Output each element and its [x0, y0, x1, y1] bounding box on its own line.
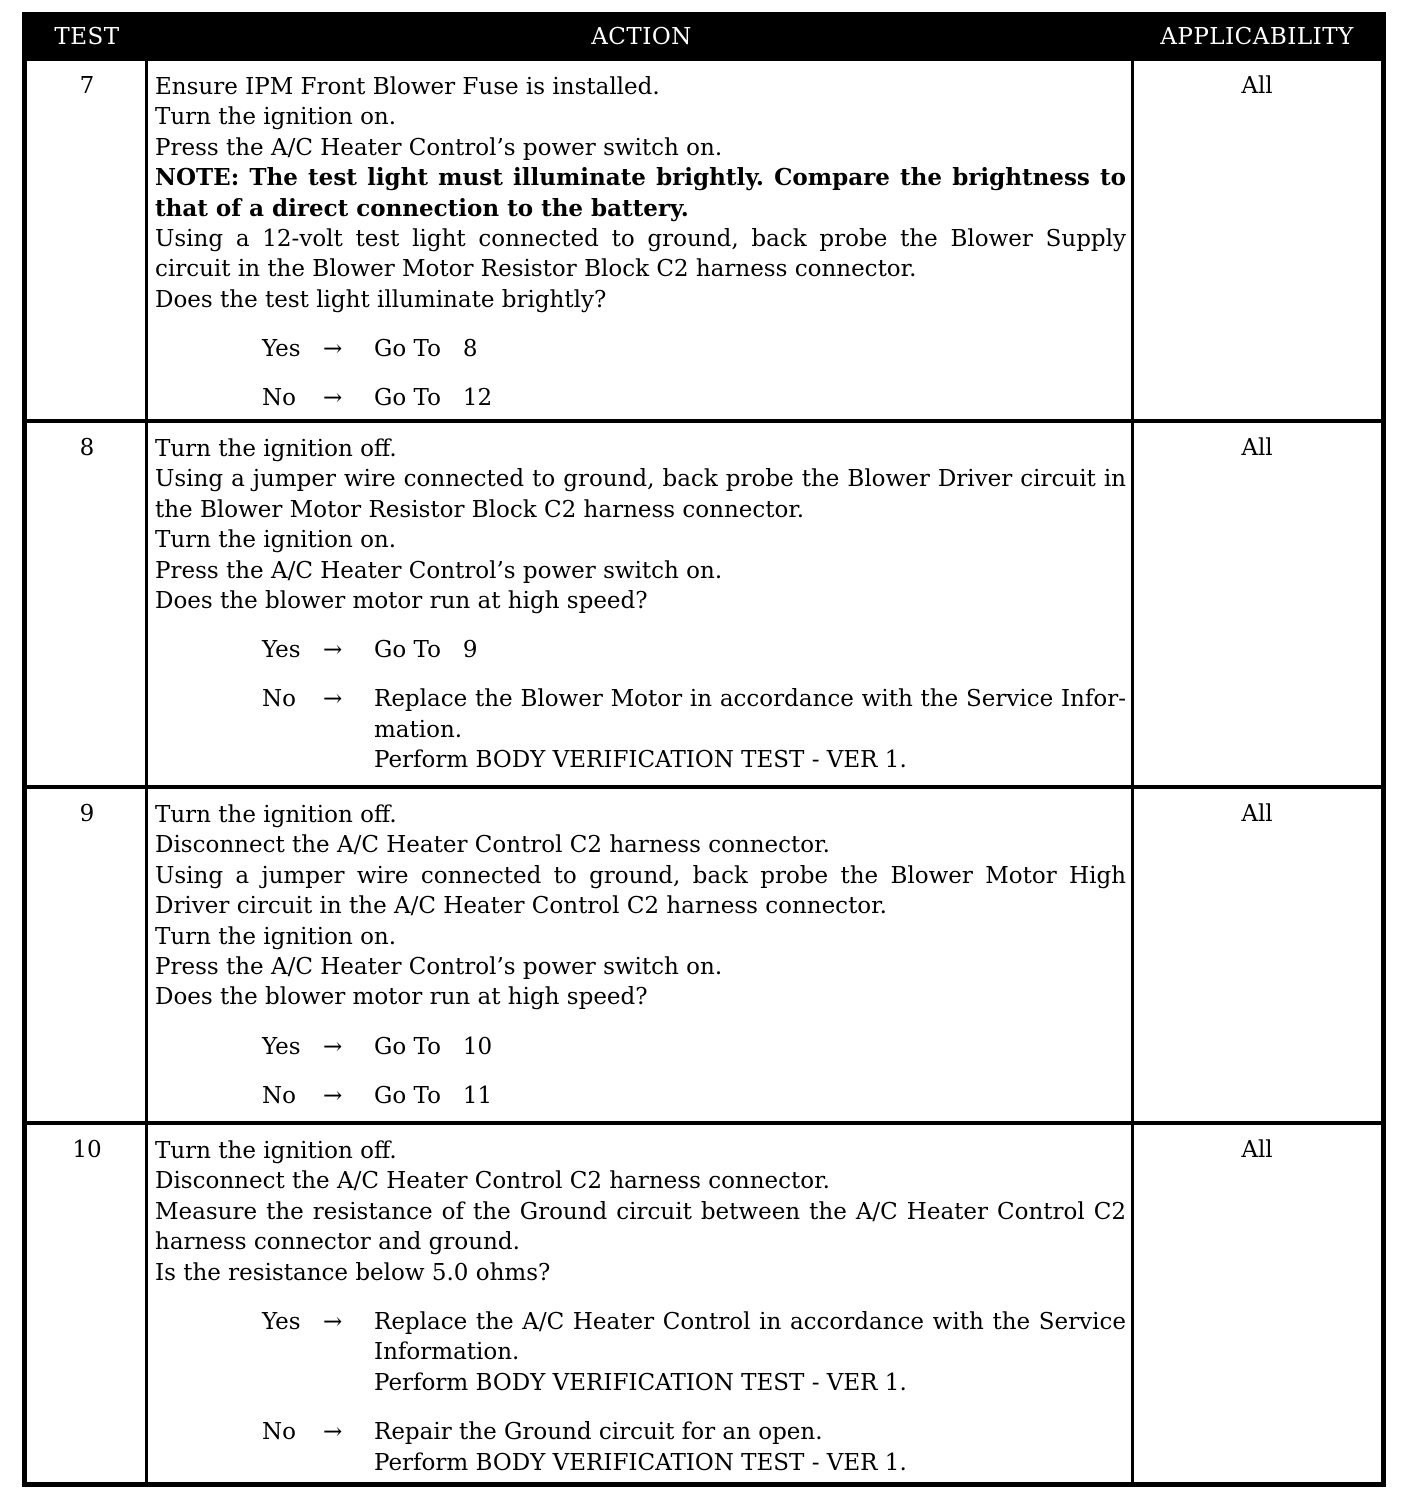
- no-result-line: Perform BODY VERIFICATION TEST - VER 1.: [374, 747, 907, 774]
- action-step: Turn the ignition on.: [155, 923, 397, 950]
- action-cell: [155, 434, 1126, 776]
- applicability-value: All: [1241, 1137, 1273, 1163]
- table-row: [27, 419, 1381, 788]
- action-cell: [155, 800, 1126, 1111]
- no-label: No: [262, 385, 296, 412]
- arrow-icon: →: [323, 1033, 343, 1060]
- no-outcome: [155, 684, 1126, 775]
- action-step: Is the resistance below 5.0 ohms?: [155, 1259, 551, 1286]
- action-step: Using a jumper wire connected to ground, back probe the Blower Driver circuit in the Blower Motor Resistor Block C2 harness connector.: [155, 466, 1126, 523]
- applicability-value: All: [1241, 435, 1273, 461]
- action-step: Disconnect the A/C Heater Control C2 harness connector.: [155, 832, 830, 859]
- yes-result: Go To 10: [374, 1033, 493, 1060]
- no-result: [374, 1417, 1126, 1478]
- action-step: Turn the ignition off.: [155, 436, 397, 462]
- table-header: [27, 17, 1381, 57]
- table-row: [27, 785, 1381, 1124]
- table-row: [27, 1121, 1381, 1482]
- no-result: Go To 11: [374, 1082, 493, 1109]
- test-number: 10: [72, 1137, 102, 1163]
- action-step: Turn the ignition off.: [155, 802, 397, 828]
- yes-result: Go To 8: [374, 336, 478, 363]
- action-note: NOTE: The test light must illuminate brightly. Compare the brightness to that of a direct connection to the battery.: [155, 164, 1126, 222]
- arrow-icon: →: [323, 1082, 343, 1109]
- no-outcome: [155, 1417, 1126, 1478]
- test-number: 8: [79, 435, 95, 461]
- test-number: 7: [79, 73, 95, 99]
- arrow-icon: →: [323, 637, 343, 664]
- yes-outcome: [155, 334, 1126, 364]
- yes-outcome: [155, 635, 1126, 665]
- yes-label: Yes: [262, 1033, 301, 1060]
- action-step: Using a jumper wire connected to ground, back probe the Blower Motor High Driver circuit in the A/C Heater Control C2 harness connector.: [155, 862, 1126, 920]
- no-outcome: [155, 383, 1126, 413]
- diagnostic-test-table: [22, 12, 1386, 1487]
- table-row: [27, 57, 1381, 423]
- arrow-icon: →: [323, 686, 343, 713]
- action-step: Does the test light illuminate brightly?: [155, 286, 607, 313]
- action-cell: [155, 72, 1126, 413]
- action-step: Measure the resistance of the Ground circuit between the A/C Heater Control C2 harness connector and ground.: [155, 1198, 1126, 1256]
- no-label: No: [262, 686, 296, 713]
- header-action: ACTION: [591, 24, 692, 50]
- no-result-line: Repair the Ground circuit for an open.: [374, 1419, 823, 1446]
- action-step: Turn the ignition on.: [155, 527, 397, 554]
- arrow-icon: →: [323, 385, 343, 412]
- arrow-icon: →: [323, 336, 343, 363]
- arrow-icon: →: [323, 1419, 343, 1446]
- applicability-value: All: [1241, 73, 1273, 99]
- yes-outcome: [155, 1032, 1126, 1062]
- action-step: Turn the ignition off.: [155, 1138, 397, 1164]
- action-step: Turn the ignition on.: [155, 104, 397, 131]
- yes-label: Yes: [262, 336, 301, 363]
- yes-result-line: Replace the A/C Heater Control in accordance with the Service Information.: [374, 1309, 1126, 1366]
- applicability-value: All: [1241, 801, 1273, 827]
- action-step: Press the A/C Heater Control’s power switch on.: [155, 134, 723, 161]
- action-cell: [155, 1136, 1126, 1478]
- yes-result: Go To 9: [374, 637, 478, 664]
- action-step: Does the blower motor run at high speed?: [155, 588, 648, 615]
- arrow-icon: →: [323, 1309, 343, 1336]
- header-test: TEST: [54, 24, 120, 50]
- action-step: Does the blower motor run at high speed?: [155, 984, 648, 1011]
- yes-result-line: Perform BODY VERIFICATION TEST - VER 1.: [374, 1369, 907, 1396]
- no-result-line: Perform BODY VERIFICATION TEST - VER 1.: [374, 1449, 907, 1476]
- no-label: No: [262, 1419, 296, 1446]
- yes-outcome: [155, 1307, 1126, 1398]
- no-label: No: [262, 1082, 296, 1109]
- no-outcome: [155, 1081, 1126, 1111]
- yes-result: [374, 1307, 1126, 1398]
- yes-label: Yes: [262, 637, 301, 664]
- action-step: Press the A/C Heater Control’s power switch on.: [155, 557, 723, 584]
- header-applicability: APPLICABILITY: [1160, 24, 1354, 50]
- action-step: Ensure IPM Front Blower Fuse is installed.: [155, 74, 660, 100]
- action-step: Press the A/C Heater Control’s power switch on.: [155, 954, 723, 981]
- no-result: [374, 684, 1126, 775]
- action-step: Disconnect the A/C Heater Control C2 harness connector.: [155, 1168, 830, 1195]
- test-number: 9: [79, 801, 95, 827]
- action-step: Using a 12-volt test light connected to ground, back probe the Blower Supply circuit in the Blower Motor Resistor Block C2 harness connector.: [155, 226, 1126, 283]
- no-result: Go To 12: [374, 385, 493, 412]
- yes-label: Yes: [262, 1309, 301, 1336]
- no-result-line: Replace the Blower Motor in accordance with the Service Infor-mation.: [374, 686, 1126, 743]
